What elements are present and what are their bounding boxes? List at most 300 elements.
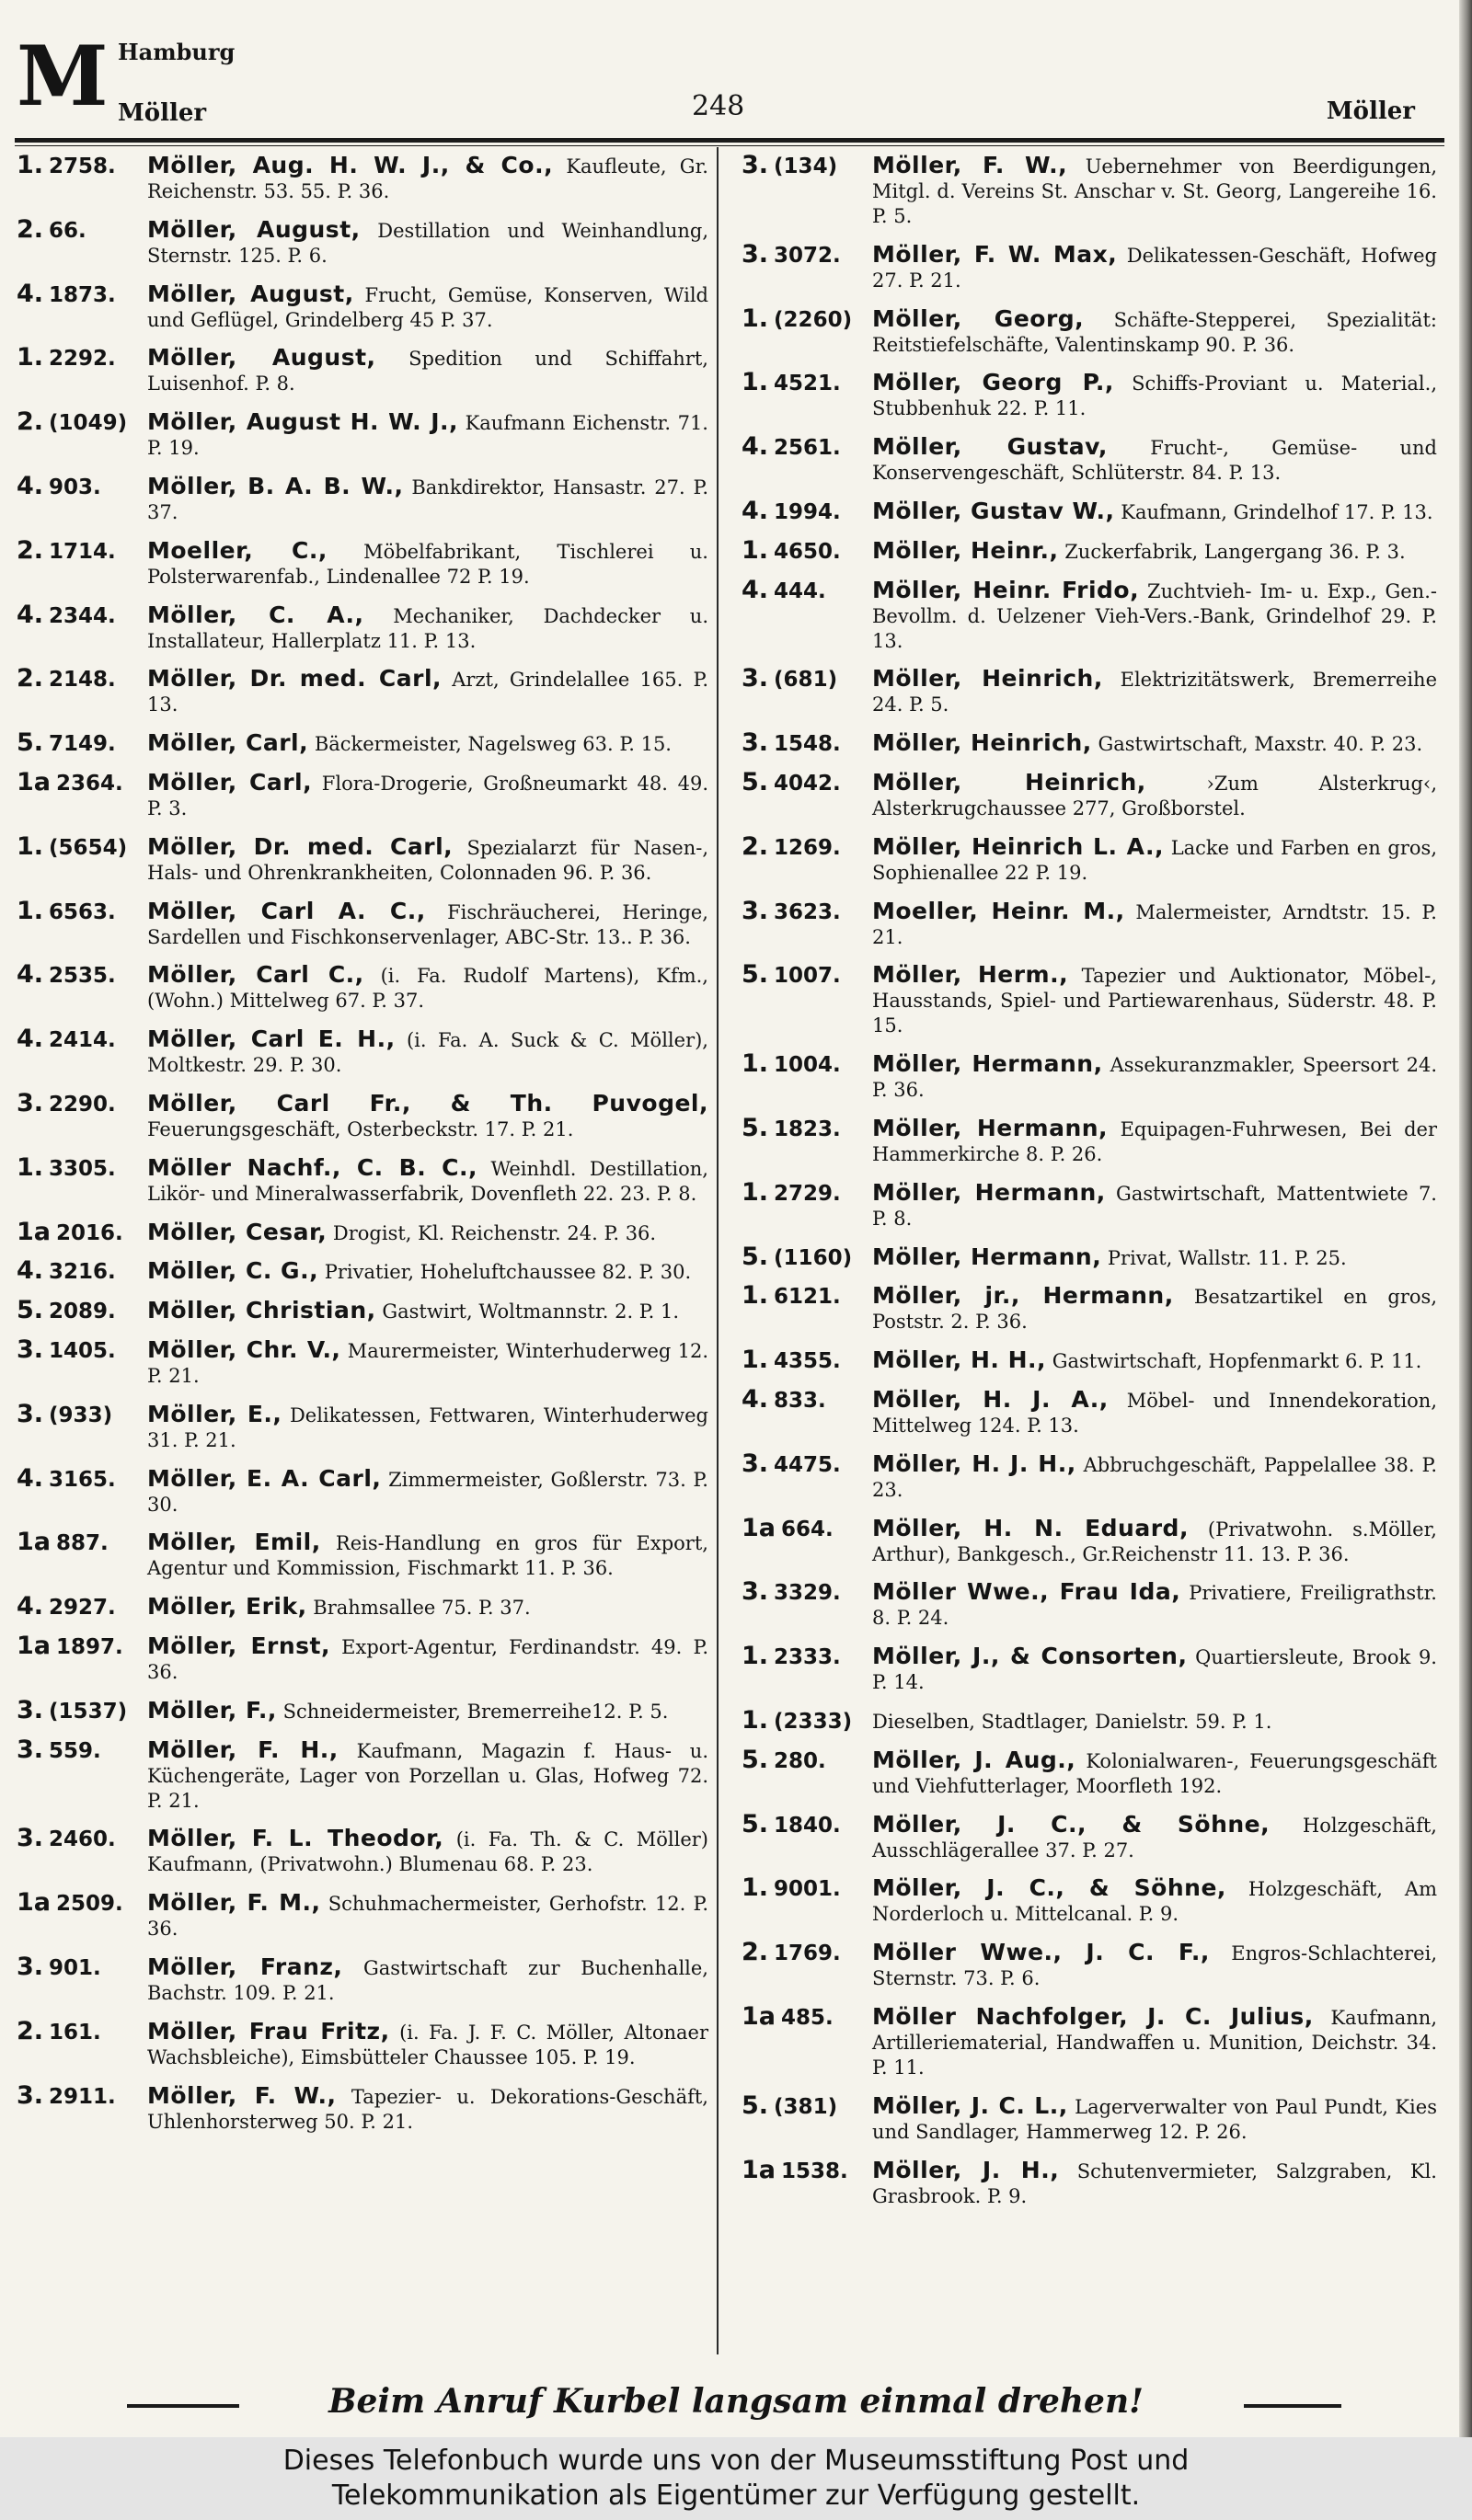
- footer-slogan: Beim Anruf Kurbel langsam einmal drehen!: [328, 2382, 1144, 2421]
- entry-details: Zuckerfabrik, Langergang 36. P. 3.: [1064, 540, 1406, 563]
- entry-number: 664.: [781, 1517, 834, 1541]
- entry-text: [872, 2158, 1437, 2209]
- directory-entry: [742, 1347, 1437, 1374]
- directory-entry: [742, 1513, 1437, 1567]
- entry-phone-number: [17, 2016, 147, 2045]
- entry-number: 2561.: [774, 436, 841, 461]
- entry-number: 485.: [781, 2005, 834, 2030]
- entry-number: 1004.: [774, 1053, 841, 1078]
- entry-district: 5.: [17, 728, 44, 758]
- entry-name: Möller, Aug. H. W. J., & Co.,: [147, 152, 554, 178]
- entry-district: 3.: [17, 1695, 44, 1724]
- entry-name: Möller, J. C., & Söhne,: [872, 1874, 1226, 1902]
- entry-text: [147, 1826, 708, 1877]
- entry-phone-number: [17, 1088, 147, 1117]
- entry-district: 5.: [17, 1296, 44, 1325]
- entry-text: [872, 1644, 1437, 1695]
- entry-name: Möller, Dr. med. Carl,: [147, 665, 443, 693]
- page-number: 248: [692, 90, 745, 122]
- directory-entry: [17, 1258, 708, 1285]
- entry-number: 1873.: [49, 282, 116, 307]
- entry-text: [147, 1954, 708, 2006]
- entry-details: Bankdirektor, Hansastr. 27. P. 37.: [147, 475, 708, 523]
- entry-text: [147, 1402, 708, 1453]
- entry-number: 444.: [774, 578, 826, 603]
- entry-phone-number: [17, 1633, 147, 1660]
- entry-name: Möller, Hermann,: [872, 1243, 1102, 1270]
- entry-details: Assekuranzmakler, Speersort 24. P. 36.: [872, 1054, 1437, 1102]
- directory-entry: [742, 1051, 1437, 1103]
- section-letter: M: [17, 28, 109, 125]
- directory-entry: [17, 1633, 708, 1685]
- entry-number: 280.: [774, 1748, 826, 1773]
- entry-details: Frucht-, Gemüse- und Konservengeschäft, Schlüterstr. 84. P. 13.: [872, 437, 1437, 485]
- entry-details: Holzgeschäft, Ausschlägerallee 37. P. 27.: [872, 1814, 1437, 1861]
- entry-number: (933): [49, 1403, 113, 1427]
- entry-details: (i. Fa. Th. & C. Möller) Kaufmann, (Privatwohn.) Blumenau 68. P. 23.: [147, 1828, 708, 1876]
- entry-district: 1.: [17, 896, 44, 925]
- entry-number: 4650.: [774, 539, 841, 564]
- entry-district: 1.: [742, 1705, 769, 1735]
- directory-entry: [742, 1384, 1438, 1438]
- entry-details: Malermeister, Arndtstr. 15. P. 21.: [872, 900, 1437, 948]
- entry-details: Kaufmann, Grindelhof 17. P. 13.: [1121, 500, 1433, 523]
- entry-name: Möller, F. W.,: [147, 2081, 337, 2109]
- entry-number: 1823.: [774, 1117, 841, 1141]
- entry-details: Schäfte-Stepperei, Spezialität: Reitstiefelschäfte, Valentinskamp 90. P. 36.: [872, 308, 1437, 356]
- entry-details: Privat, Wallstr. 11. P. 25.: [1107, 1246, 1347, 1269]
- entry-text: [147, 281, 708, 333]
- entry-text: [872, 434, 1437, 486]
- entry-district: 1.: [742, 1177, 769, 1207]
- entry-phone-number: [17, 1695, 147, 1724]
- entry-phone-number: [17, 281, 147, 308]
- entry-name: Möller, Christian,: [147, 1297, 376, 1324]
- entry-text: [147, 1091, 708, 1142]
- entry-details: Flora-Drogerie, Großneumarkt 48. 49. P. 3.: [147, 772, 708, 819]
- entry-details: Destillation und Weinhandlung, Sternstr. 125. P. 6.: [147, 219, 708, 267]
- entry-name: Möller, Frau Fritz,: [147, 2017, 390, 2045]
- entry-details: Gastwirtschaft, Maxstr. 40. P. 23.: [1098, 733, 1423, 756]
- entry-phone-number: [742, 239, 872, 269]
- entry-district: 4.: [17, 600, 44, 629]
- entry-details: Arzt, Grindelallee 165. P. 13.: [147, 669, 709, 716]
- entry-phone-number: [17, 1152, 147, 1182]
- entry-district: 2.: [17, 535, 44, 565]
- entry-phone-number: [742, 767, 872, 796]
- right-catchword: Möller: [1326, 97, 1415, 125]
- entry-text: [872, 1579, 1437, 1631]
- entry-number: 1405.: [49, 1338, 116, 1363]
- directory-entry: [742, 1809, 1437, 1863]
- entry-details: Brahmsallee 75. P. 37.: [313, 1597, 531, 1620]
- entry-number: 3329.: [774, 1581, 841, 1606]
- entry-district: 1.: [742, 1873, 769, 1903]
- entry-phone-number: [742, 1283, 872, 1310]
- entry-number: 1007.: [774, 964, 841, 989]
- entry-district: 4.: [17, 1592, 44, 1621]
- entry-name: Möller, B. A. B. W.,: [147, 472, 404, 499]
- entry-details: Fischräucherei, Heringe, Sardellen und Fischkonservenlager, ABC-Str. 13.. P. 36.: [147, 900, 708, 948]
- entry-phone-number: [17, 1334, 147, 1364]
- entry-number: 7149.: [49, 732, 116, 757]
- entry-number: (381): [774, 2094, 838, 2119]
- entry-name: Möller, Carl A. C.,: [147, 897, 426, 924]
- entry-phone-number: [742, 1347, 872, 1374]
- entry-district: 4.: [17, 1025, 44, 1054]
- entry-number: (1160): [774, 1245, 853, 1270]
- entry-text: [872, 1116, 1437, 1167]
- directory-entry: [742, 2090, 1437, 2145]
- entry-name: Möller, H. N. Eduard,: [872, 1514, 1189, 1541]
- entry-district: 1.: [17, 343, 44, 372]
- entry-name: Möller, Heinrich,: [872, 665, 1103, 693]
- directory-entry: [17, 1298, 708, 1324]
- entry-number: 3305.: [49, 1156, 116, 1181]
- entry-name: Möller, F.,: [147, 1696, 277, 1724]
- entry-text: [147, 474, 708, 525]
- entry-phone-number: [17, 1298, 147, 1324]
- entry-text: [147, 834, 708, 886]
- directory-entry: [17, 1890, 708, 1942]
- entry-phone-number: [742, 1513, 872, 1542]
- entry-phone-number: [17, 1026, 147, 1053]
- entry-number: 2089.: [49, 1300, 116, 1324]
- entry-district: 1a: [17, 767, 52, 796]
- entry-text: [872, 1875, 1437, 1927]
- directory-entry: [17, 1026, 708, 1078]
- entry-details: Kaufleute, Gr. Reichenstr. 53. 55. P. 36.: [147, 155, 708, 202]
- entry-text: [147, 602, 708, 654]
- entry-number: 4475.: [774, 1452, 841, 1477]
- right-column: [742, 153, 1437, 2221]
- entry-text: [147, 666, 708, 717]
- entry-phone-number: [742, 498, 872, 525]
- entry-name: Möller, F. W. Max,: [872, 240, 1118, 268]
- entry-district: 1.: [742, 535, 769, 565]
- entry-name: Möller, jr., Hermann,: [872, 1282, 1174, 1310]
- entry-district: 1.: [742, 1049, 769, 1079]
- entry-name: Möller, Gustav,: [872, 433, 1108, 461]
- entry-number: 2016.: [56, 1220, 123, 1245]
- entry-details: Lacke und Farben en gros, Sophienallee 22 P. 19.: [872, 836, 1437, 884]
- entry-details: Tapezier- u. Dekorations-Geschäft, Uhlenhorsterweg 50. P. 21.: [147, 2085, 708, 2133]
- entry-phone-number: [742, 1809, 872, 1838]
- entry-number: 1769.: [774, 1942, 841, 1966]
- directory-entry: [17, 2080, 708, 2135]
- entry-number: 2509.: [56, 1892, 123, 1917]
- entry-text: [147, 1466, 708, 1518]
- entry-phone-number: [742, 2090, 872, 2120]
- directory-entry: [742, 306, 1437, 358]
- entry-name: Möller, August H. W. J.,: [147, 408, 459, 436]
- entry-name: Möller, Carl C.,: [147, 961, 364, 989]
- directory-entry: [17, 1088, 708, 1142]
- directory-entry: [742, 1747, 1437, 1799]
- entry-name: Möller, F. W.,: [872, 152, 1068, 178]
- entry-text: [872, 1244, 1437, 1271]
- entry-text: [147, 1258, 708, 1285]
- entry-phone-number: [17, 666, 147, 693]
- directory-entry: [742, 1113, 1437, 1167]
- entry-details: Schiffs-Proviant u. Material., Stubbenhuk 22. P. 11.: [872, 372, 1437, 420]
- entry-number: (2333): [774, 1709, 853, 1734]
- entry-number: (134): [774, 155, 838, 178]
- entry-district: 2.: [17, 407, 44, 437]
- entry-text: [147, 1298, 708, 1324]
- entry-number: 887.: [56, 1531, 109, 1556]
- entry-phone-number: [742, 1113, 872, 1142]
- entry-number: (1537): [49, 1699, 128, 1724]
- entry-district: 1.: [742, 368, 769, 397]
- entry-details: Besatzartikel en gros, Poststr. 2. P. 36.: [872, 1286, 1437, 1334]
- directory-entry: [17, 1334, 708, 1389]
- entry-phone-number: [17, 962, 147, 989]
- entry-details: Tapezier und Auktionator, Möbel-, Hausstands, Spiel- und Partiewarenhaus, Süderstr. 48. P. 15.: [872, 965, 1437, 1037]
- entry-details: Schutenvermieter, Salzgraben, Kl. Grasbrook. P. 9.: [872, 2159, 1437, 2207]
- entry-details: Kaufmann, Magazin f. Haus- u. Küchengeräte, Lager von Porzellan u. Glas, Hofweg 72. P. 21.: [147, 1739, 708, 1812]
- entry-number: 2364.: [56, 771, 123, 796]
- entry-number: 901.: [49, 1955, 101, 1980]
- entry-district: 1a: [17, 1217, 52, 1246]
- entry-district: 3.: [742, 728, 769, 758]
- entry-name: Möller, Hermann,: [872, 1114, 1109, 1141]
- entry-name: Möller, August,: [147, 215, 361, 243]
- entry-phone-number: [17, 214, 147, 244]
- directory-entry: [742, 1940, 1437, 1991]
- entry-district: 2.: [17, 214, 44, 244]
- entry-phone-number: [742, 1177, 872, 1207]
- entry-details: Delikatessen, Fettwaren, Winterhuderweg 31. P. 21.: [147, 1403, 708, 1451]
- entry-name: Möller, E.,: [147, 1400, 282, 1427]
- directory-entry: [17, 666, 708, 717]
- entry-details: Uebernehmer von Beerdigungen, Mitgl. d. Vereins St. Anschar v. St. Georg, Langereihe 16. P. 5.: [872, 155, 1437, 227]
- entry-district: 3.: [742, 664, 769, 693]
- entry-text: [872, 153, 1437, 229]
- entry-phone-number: [17, 535, 147, 565]
- entry-text: [872, 2004, 1437, 2080]
- entry-name: Möller Nachf., C. B. C.,: [147, 1153, 478, 1181]
- entry-district: 3.: [17, 1824, 44, 1853]
- entry-details: Drogist, Kl. Reichenstr. 24. P. 36.: [332, 1221, 657, 1244]
- entry-name: Möller, Cesar,: [147, 1218, 328, 1245]
- entry-name: Möller, J. Aug.,: [872, 1746, 1076, 1773]
- directory-entry: [742, 498, 1437, 525]
- entry-name: Möller, August,: [147, 344, 376, 372]
- entry-details: Schneidermeister, Bremerreihe12. P. 5.: [282, 1700, 669, 1723]
- entry-phone-number: [742, 831, 872, 861]
- entry-phone-number: [17, 1737, 147, 1764]
- directory-entry: [742, 1579, 1437, 1631]
- directory-entry: [742, 831, 1437, 886]
- entry-number: 1269.: [774, 835, 841, 860]
- entry-district: 1a: [17, 1528, 52, 1557]
- entry-district: 1.: [742, 1281, 769, 1311]
- entry-number: 4355.: [774, 1349, 841, 1374]
- entry-phone-number: [17, 730, 147, 757]
- entry-district: 1a: [17, 1888, 52, 1918]
- entry-number: 2292.: [49, 347, 116, 372]
- column-divider: [717, 147, 719, 2354]
- entry-phone-number: [742, 1940, 872, 1966]
- entry-phone-number: [17, 831, 147, 861]
- entry-number: 833.: [774, 1388, 826, 1413]
- entry-district: 5.: [742, 1242, 769, 1271]
- entry-text: [872, 899, 1437, 950]
- entry-details: Zimmermeister, Goßlerstr. 73. P. 30.: [147, 1468, 708, 1516]
- entry-number: 2927.: [49, 1596, 116, 1621]
- entry-text: [872, 962, 1437, 1038]
- entry-details: Möbel- und Innendekoration, Mittelweg 124. P. 13.: [872, 1389, 1438, 1437]
- entry-text: [872, 1051, 1437, 1103]
- entry-details: Kolonialwaren-, Feuerungsgeschäft und Viehfutterlager, Moorfleth 192.: [872, 1749, 1437, 1797]
- entry-phone-number: [17, 1529, 147, 1556]
- entry-number: 2148.: [49, 668, 116, 693]
- entry-text: [872, 306, 1437, 358]
- entry-name: Möller, F. M.,: [147, 1889, 321, 1917]
- directory-entry: [742, 1875, 1437, 1927]
- entry-name: Möller, J., & Consorten,: [872, 1643, 1188, 1670]
- entry-name: Möller, Heinrich,: [872, 729, 1092, 757]
- directory-entry: [17, 730, 708, 757]
- entry-phone-number: [742, 666, 872, 693]
- entry-name: Möller, Carl,: [147, 729, 309, 757]
- directory-entry: [17, 1826, 708, 1877]
- entry-name: Möller, Emil,: [147, 1529, 321, 1556]
- entry-number: 3165.: [49, 1467, 116, 1492]
- entry-details: Delikatessen-Geschäft, Hofweg 27. P. 21.: [872, 244, 1437, 292]
- entry-number: 1994.: [774, 499, 841, 524]
- entry-district: 2.: [17, 664, 44, 693]
- entry-name: Möller, Georg,: [872, 304, 1085, 332]
- entry-text: [147, 345, 708, 396]
- entry-number: 2414.: [49, 1028, 116, 1053]
- entry-text: [147, 1155, 708, 1207]
- entry-details: Maurermeister, Winterhuderweg 12. P. 21.: [147, 1339, 708, 1387]
- entry-phone-number: [17, 602, 147, 629]
- entry-name: Möller, H. J. H.,: [872, 1449, 1076, 1477]
- entry-details: Frucht, Gemüse, Konserven, Wild und Geflügel, Grindelberg 45 P. 37.: [147, 283, 708, 331]
- entry-name: Möller, Ernst,: [147, 1632, 331, 1659]
- entry-phone-number: [742, 1644, 872, 1670]
- entry-name: Möller, H. H.,: [872, 1346, 1047, 1374]
- entry-phone-number: [742, 730, 872, 757]
- entry-text: [872, 1747, 1437, 1799]
- entry-name: Möller, Dr. med. Carl,: [147, 832, 454, 860]
- entry-details: Export-Agentur, Ferdinandstr. 49. P. 36.: [147, 1635, 708, 1683]
- entry-text: [872, 834, 1437, 886]
- entry-number: 1840.: [774, 1813, 841, 1838]
- entry-name: Möller, J. C. L.,: [872, 2091, 1068, 2119]
- entry-details: Gastwirt, Woltmannstr. 2. P. 1.: [382, 1300, 680, 1323]
- scan-edge: [1459, 0, 1472, 2437]
- entry-text: [147, 1890, 708, 1942]
- entry-details: Spedition und Schiffahrt, Luisenhof. P. 8.: [147, 348, 708, 395]
- entry-district: 5.: [742, 1809, 769, 1838]
- entry-text: [872, 370, 1437, 421]
- directory-entry: [742, 370, 1437, 421]
- entry-text: [872, 730, 1437, 757]
- entry-name: Möller, Carl Fr., & Th. Puvogel,: [147, 1089, 708, 1117]
- entry-district: 2.: [742, 1938, 769, 1967]
- entry-details: Lagerverwalter von Paul Pundt, Kies und Sandlager, Hammerweg 12. P. 26.: [872, 2095, 1437, 2143]
- directory-entry: [17, 1399, 708, 1453]
- entry-district: 1.: [742, 304, 769, 333]
- entry-phone-number: [742, 896, 872, 925]
- notice-line-1: Dieses Telefonbuch wurde uns von der Museumsstiftung Post und: [282, 2445, 1190, 2477]
- entry-phone-number: [742, 306, 872, 333]
- entry-details: Zuchtvieh- Im- u. Exp., Gen.-Bevollm. d. Uelzener Vieh-Vers.-Bank, Grindelhof 29. P. 13.: [872, 579, 1437, 652]
- entry-phone-number: [17, 1399, 147, 1428]
- entry-text: [147, 730, 708, 757]
- entry-text: [872, 1940, 1437, 1991]
- directory-entry: [742, 153, 1437, 229]
- entry-phone-number: [17, 409, 147, 436]
- entry-phone-number: [742, 1875, 872, 1902]
- entry-details: Reis-Handlung en gros für Export, Agentur und Kommission, Fischmarkt 11. P. 36.: [147, 1532, 708, 1580]
- entry-name: Möller Wwe., J. C. F.,: [872, 1939, 1210, 1966]
- directory-entry: [17, 1152, 708, 1207]
- entry-text: [147, 1698, 708, 1724]
- entry-phone-number: [742, 575, 872, 604]
- entry-name: Möller, Heinrich,: [872, 768, 1146, 796]
- entry-district: 2.: [742, 831, 769, 861]
- entry-name: Möller, Erik,: [147, 1593, 307, 1621]
- entry-details: Abbruchgeschäft, Pappelallee 38. P. 23.: [872, 1453, 1437, 1501]
- entry-details: Engros-Schlachterei, Sternstr. 73. P. 6.: [872, 1942, 1438, 1990]
- entry-district: 4.: [17, 1463, 44, 1493]
- entry-details: Gastwirtschaft, Mattentwiete 7. P. 8.: [872, 1182, 1437, 1230]
- entry-phone-number: [742, 962, 872, 989]
- entry-number: 1538.: [781, 2159, 848, 2183]
- entry-text: [147, 1737, 708, 1814]
- entry-district: 1a: [742, 2001, 776, 2031]
- entry-name: Möller, August,: [147, 280, 354, 307]
- entry-district: 4.: [742, 1384, 769, 1414]
- entry-name: Möller, F. L. Theodor,: [147, 1825, 444, 1852]
- entry-phone-number: [742, 1384, 872, 1414]
- entry-phone-number: [17, 2080, 147, 2110]
- entry-number: 4521.: [774, 372, 841, 396]
- entry-details: (i. Fa. A. Suck & C. Möller), Moltkestr. 29. P. 30.: [147, 1029, 708, 1077]
- directory-entry: [742, 666, 1437, 717]
- entry-number: 903.: [49, 475, 101, 499]
- entry-phone-number: [742, 1051, 872, 1078]
- entry-text: [147, 1337, 708, 1389]
- entry-text: [147, 1220, 708, 1246]
- entry-district: 5.: [742, 767, 769, 796]
- city-name: Hamburg: [118, 39, 236, 65]
- entry-text: [147, 1026, 708, 1078]
- entry-phone-number: [17, 1954, 147, 1981]
- entry-text: [872, 538, 1437, 565]
- directory-entry: [17, 962, 708, 1014]
- entry-district: 4.: [742, 496, 769, 525]
- header-rule: [15, 138, 1444, 146]
- entry-name: Möller, Chr. V.,: [147, 1335, 341, 1363]
- entry-phone-number: [17, 1594, 147, 1621]
- entry-name: Möller, Carl E. H.,: [147, 1025, 396, 1053]
- entry-number: 2758.: [49, 155, 116, 178]
- left-column: [17, 153, 708, 2147]
- entry-text: [872, 2093, 1437, 2145]
- entry-name: Möller, F. H.,: [147, 1735, 339, 1763]
- entry-name: Möller, J. H.,: [872, 2156, 1060, 2183]
- entry-name: Möller Wwe., Frau Ida,: [872, 1578, 1181, 1606]
- entry-details: Elektrizitätswerk, Bremerreihe 24. P. 5.: [872, 669, 1437, 716]
- entry-district: 4.: [742, 432, 769, 462]
- entry-phone-number: [742, 1747, 872, 1774]
